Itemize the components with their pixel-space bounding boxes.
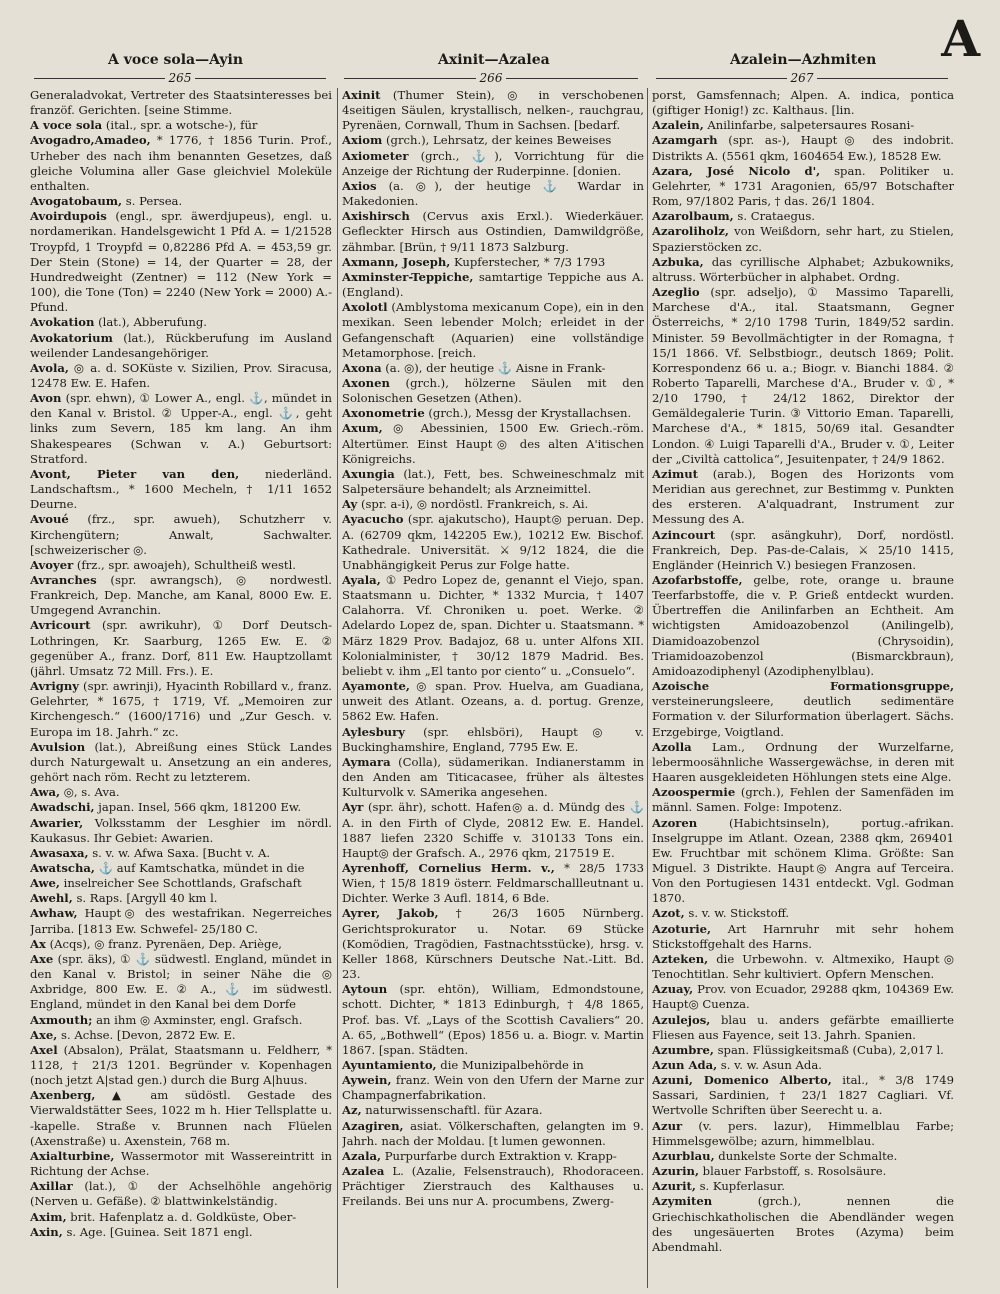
entry-text: samtartige Teppiche aus A. (England). — [342, 269, 644, 300]
dictionary-entry — [30, 1149, 332, 1179]
dictionary-entry — [30, 315, 332, 330]
entry-text: gelbe, rote, orange u. braune Teerfarbstoffe, die v. P. Grieß entdeckt wurden. Übertreffen die Anilinfarben an Echtheit. Am wichtigsten Amidoazobenzol (Anilingelb), Diamidoazobenzol (Chrysoidin), Triamidoazobenzol (Bismarckbraun), Amidoazodiphenyl (Azodiphenylblau). — [652, 573, 954, 678]
entry-headword: A voce sola — [30, 118, 103, 133]
entry-headword: Azuay, — [652, 982, 694, 997]
entry-headword: Ayala, — [342, 573, 381, 587]
dictionary-entry — [652, 467, 954, 528]
entry-text: franz. Wein von den Ufern der Marne zur Champagnerfabrikation. — [342, 1073, 644, 1103]
dictionary-entry — [652, 1179, 954, 1194]
entry-headword: Azofarbstoffe, — [652, 573, 743, 587]
dictionary-entry — [342, 1073, 644, 1103]
entry-text: die Urbewohn. v. Altmexiko, Haupt◎ Tenochtitlan. Sehr kultiviert. Opfern Menschen. — [652, 951, 954, 982]
dictionary-entry — [30, 1179, 332, 1209]
entry-text: (lat.), Abreißung eines Stück Landes durch Naturgewalt u. Ansetzung an ein anderes, gehört nach röm. Recht zu letzterem. — [30, 739, 332, 785]
entry-text: Volksstamm der Lesghier im nördl. Kaukasus. Ihr Gebiet: Awarien. — [30, 815, 332, 845]
entry-text: s. Persea. — [122, 194, 183, 209]
dictionary-entry — [30, 891, 332, 906]
entry-headword: Axel — [30, 1042, 58, 1057]
entry-headword: Azumbre, — [652, 1042, 714, 1057]
dictionary-entry — [652, 740, 954, 785]
page-number-left: 265 — [168, 71, 192, 85]
entry-text: (lat.), Rückberufung im Ausland weilender Landesangehöriger. — [30, 330, 332, 360]
dictionary-entry — [30, 785, 332, 800]
entry-text: (lat.), ① der Achselhöhle angehörig (Nerven u. Gefäße). ② blattwinkelständig. — [30, 1179, 332, 1209]
entry-headword: Azur — [652, 1118, 683, 1133]
dictionary-entry — [30, 906, 332, 936]
entry-headword: Avogatobaum, — [30, 194, 123, 209]
entry-headword: Axiometer — [342, 148, 409, 163]
dictionary-entry — [30, 361, 332, 391]
entry-text: (spr. ehwn), ① Lower A., engl. ⚓, mündet in den Kanal v. Bristol. ② Upper-A., engl. ⚓, geht links zum Severn, 185 km lang. An ihm Shakespeares (Schwan v. A.) Geburtsort: Stratford. — [30, 391, 332, 466]
entry-headword: Axum, — [342, 421, 383, 436]
entry-headword: Azara, José Nicolo d', — [652, 163, 821, 178]
entry-headword: Azurit, — [652, 1179, 696, 1194]
entry-headword: Axin, — [30, 1224, 63, 1239]
entry-headword: Ax — [30, 936, 46, 951]
dictionary-entry — [30, 512, 332, 557]
entry-headword: Avola, — [30, 360, 69, 375]
entry-headword: Azala, — [342, 1148, 382, 1163]
entry-text: Haupt◎ des westafrikan. Negerreiches Jarriba. [1813 Ew. Schwefel- 25/180 C. — [30, 906, 332, 936]
dictionary-entry — [342, 497, 644, 512]
dictionary-entry — [652, 209, 954, 224]
entry-text: (v. pers. lazur), Himmelblau Farbe; Himmelsgewölbe; azurn, himmelblau. — [652, 1118, 954, 1148]
dictionary-entry — [342, 512, 644, 573]
entry-headword: Axona — [342, 360, 382, 375]
entry-headword: Awadschi, — [30, 800, 95, 815]
entry-headword: Ay — [342, 497, 358, 512]
entry-headword: Azalea — [342, 1164, 385, 1179]
entry-headword: Axiom — [342, 133, 383, 148]
dictionary-entry — [30, 1028, 332, 1043]
entry-text: (spr. ehlsböri), Haupt◎ v. Buckinghamshire, England, 7795 Ew. E. — [342, 724, 644, 754]
dictionary-entry — [342, 88, 644, 133]
dictionary-entry — [342, 406, 644, 421]
entry-text: * 28/5 1733 Wien, † 15/8 1819 österr. Feldmarschallleutnant u. Dichter. Werke 3 Aufl. 1814, 6 Bde. — [342, 860, 644, 906]
entry-headword: Avokatorium — [30, 330, 113, 345]
entry-text: ◎ a. d. SOKüste v. Sizilien, Prov. Siracusa, 12478 Ew. E. Hafen. — [30, 360, 332, 390]
entry-text: (Colla), südamerikan. Indianerstamm in den Anden am Titicacasee, früher als ältestes Kulturvolk v. SAmerika angesehen. — [342, 754, 644, 800]
entry-text: asiat. Völkerschaften, gelangten im 9. Jahrh. nach der Moldau. [t lumen gewonnen. — [342, 1118, 644, 1148]
dictionary-entry — [652, 679, 954, 740]
dictionary-entry — [342, 906, 644, 982]
entry-text: (frz., spr. awoajeh), Schultheiß westl. — [73, 557, 296, 572]
dictionary-entry — [342, 1103, 644, 1118]
entry-text: (Habichtsinseln), portug.-afrikan. Inselgruppe im Atlant. Ozean, 2388 qkm, 269401 Ew. Fruchtbar mit schönem Klima. Größte: San Miguel. 3 Distrikte. Haupt◎ Angra auf Terceira. Von den Portugiesen 1431 entdeckt. Vgl. Godman 1870. — [652, 815, 954, 906]
entry-text: Anilinfarbe, salpetersaures Rosani- — [703, 118, 915, 133]
page-number-bar-left — [30, 72, 330, 84]
dictionary-entry — [652, 285, 954, 467]
entry-text: (grch.), Messg der Krystallachsen. — [424, 406, 632, 421]
entry-text: versteinerungsleere, deutlich sedimentäre Formation v. der Silurformation überlagert. Sächs. Erzgebirge, Voigtland. — [652, 694, 954, 739]
entry-text: (spr. awrinji), Hyacinth Robillard v., franz. Gelehrter, * 1675, † 1719, Vf. „Memoiren zur Kirchengesch.“ (1600/1716) und „Zur Gesch. v. Europa im 18. Jahrh.“ zc. — [30, 679, 332, 739]
entry-text: † 26/3 1605 Nürnberg. Gerichtsprokurator u. Notar. 69 Stücke (Komödien, Tragödien, Fastnachtsstücke), hrsg. v. Keller 1868, Kürschners Deutsche Nat.-Litt. Bd. 23. — [342, 906, 644, 982]
dictionary-entry — [652, 88, 954, 118]
entry-headword: Azoren — [652, 815, 698, 830]
entry-text: (spr. as-), Haupt◎ des indobrit. Distrikts A. (5561 qkm, 1604654 Ew.), 18528 Ew. — [652, 133, 954, 163]
entry-headword: Avricourt — [30, 618, 91, 633]
dictionary-entry — [652, 528, 954, 573]
dictionary-entry — [342, 149, 644, 179]
entry-headword: Azamgarh — [652, 133, 718, 148]
entry-text: s. Raps. [Argyll 40 km l. — [72, 891, 218, 906]
dictionary-entry — [652, 922, 954, 952]
entry-headword: Azaroliholz, — [652, 224, 729, 239]
entry-headword: Avrigny — [30, 679, 80, 694]
entry-headword: Axmouth; — [30, 1012, 93, 1027]
entry-headword: Ayuntamiento, — [342, 1058, 437, 1072]
entry-headword: Azteken, — [652, 951, 709, 966]
entry-headword: Awarier, — [30, 815, 84, 830]
entry-text: ▲ am südöstl. Gestade des Vierwaldstätter Sees, 1022 m h. Hier Tellsplatte u. -kapelle. Straße v. Brunnen nach Flüelen (Axenstraße) u. Axenstein, 768 m. — [30, 1088, 332, 1148]
entry-headword: Axios — [342, 178, 377, 193]
entry-text: (spr. äks), ① ⚓ südwestl. England, mündet in den Kanal v. Bristol; in seiner Nähe die ◎ Axbridge, 800 Ew. E. ② A., ⚓ im südwestl. England, mündet in den Kanal bei dem Dorfe — [30, 951, 332, 1012]
dictionary-entry — [652, 164, 954, 209]
entry-headword: Axim, — [30, 1209, 67, 1224]
entry-headword: Azoische Formationsgruppe, — [652, 679, 954, 694]
entry-text: (a. ◎), der heutige ⚓ Aisne in Frank- — [381, 360, 606, 375]
dictionary-entry — [30, 1210, 332, 1225]
dictionary-entry — [30, 618, 332, 679]
entry-headword: Avoirdupois — [30, 209, 107, 224]
entry-text: porst, Gamsfennach; Alpen. A. indica, pontica (giftiger Honig!) zc. Kalthaus. [lin. — [652, 88, 954, 118]
entry-text: ◎, s. Ava. — [60, 785, 120, 800]
dictionary-entry — [652, 1043, 954, 1058]
entry-text: (arab.), Bogen des Horizonts vom Meridian aus gerechnet, zur Bestimmg v. Punkten des ersteren. A'alquadrant, Instrument zur Messung des A. — [652, 466, 954, 527]
entry-text: ⚓ auf Kamtschatka, mündet in die — [94, 860, 305, 875]
entry-headword: Axinit — [342, 88, 381, 102]
dictionary-entry — [652, 255, 954, 285]
entry-text: (grch.), Fehlen der Samenfäden im männl. Samen. Folge: Impotenz. — [652, 785, 954, 815]
dictionary-entry — [30, 118, 332, 133]
dictionary-entry — [30, 861, 332, 876]
entry-text: Generaladvokat, Vertreter des Staatsinteresses bei franzöf. Gerichten. [seine Stimme. — [30, 88, 332, 118]
column-divider — [647, 88, 648, 1288]
entry-headword: Azbuka, — [652, 254, 704, 269]
entry-text: ◎ span. Prov. Huelva, am Guadiana, unweit des Atlant. Ozeans, a. d. portug. Grenze, 5862 Ew. Hafen. — [342, 679, 644, 724]
entry-text: ◎ Abessinien, 1500 Ew. Griech.-röm. Altertümer. Einst Haupt◎ des alten A'itischen Königreichs. — [342, 421, 644, 466]
entry-text: s. v. w. Afwa Saxa. [Bucht v. A. — [88, 845, 271, 860]
entry-text: an ihm ◎ Axminster, engl. Grafsch. — [92, 1012, 303, 1027]
entry-headword: Azot, — [652, 906, 685, 921]
dictionary-entry — [342, 300, 644, 361]
entry-text: (spr. adseljo), ① Massimo Taparelli, Marchese d'A., ital. Staatsmann, Gegner Österreichs, * 2/10 1798 Turin, 1849/52 sardin. Minister. 59 Bevollmächtigter in der Romagna, † 15/1 1866. Vf. Selbstbiogr., deutsch 1869; Polit. Korrespondenz 66 u. a.; Biogr. v. Bianchi 1884. ② Roberto Taparelli, Marchese d'A., Bruder v. ①, * 2/10 1790, † 24/12 1862, Direktor der Gemäldegalerie Turin. ③ Vittorio Eman. Taparelli, Marchese d'A., * 1815, 50/69 ital. Gesandter London. ④ Luigi Taparelli d'A., Bruder v. ①, Leiter der „Civiltà cattolica“, Jesuitenpater, † 24/9 1862. — [652, 285, 954, 466]
entry-text: s. Kupferlasur. — [695, 1179, 785, 1194]
entry-headword: Azurblau, — [652, 1148, 715, 1163]
dictionary-entry — [30, 558, 332, 573]
entry-headword: Avoyer — [30, 557, 74, 572]
entry-text: (Thumer Stein), ◎ in verschobenen 4seitigen Säulen, krystallisch, nelken-, rauchgrau, Pyrenäen, Cornwall, Thum in Sachsen. [bedarf. — [342, 88, 644, 133]
entry-text: (frz., spr. awueh), Schutzherr v. Kirchengütern; Anwalt, Sachwalter. [schweizerischer ◎. — [30, 512, 332, 557]
entry-headword: Ayacucho — [342, 512, 404, 527]
dictionary-entry — [342, 209, 644, 254]
running-head-middle: Axinit—Azalea — [438, 52, 550, 68]
column-left — [30, 88, 332, 1288]
entry-text: Prov. von Ecuador, 29288 qkm, 104369 Ew. Haupt◎ Cuenza. — [652, 982, 954, 1012]
entry-headword: Ayrer, Jakob, — [342, 906, 439, 921]
dictionary-entry — [30, 876, 332, 891]
entry-headword: Axe — [30, 951, 54, 966]
entry-text: Art Harnruhr mit sehr hohem Stickstoffgehalt des Harns. — [652, 921, 954, 951]
entry-headword: Awasaxa, — [30, 845, 89, 860]
dictionary-entry — [652, 1073, 954, 1118]
entry-headword: Aywein, — [342, 1073, 392, 1088]
entry-headword: Awhaw, — [30, 906, 78, 921]
dictionary-entry — [30, 391, 332, 467]
entry-headword: Azurin, — [652, 1164, 699, 1179]
entry-headword: Axishirsch — [342, 209, 410, 224]
dictionary-entry — [652, 1149, 954, 1164]
entry-text: ① Pedro Lopez de, genannt el Viejo, span. Staatsmann u. Dichter, * 1332 Murcia, † 1407 Calahorra. Vf. Chroniken u. poet. Werke. ② Adelardo Lopez de, span. Dichter u. Staatsmann. * März 1829 Prov. Badajoz, 68 u. unter Alfons XII. Kolonialminister, † 30/12 1879 Madrid. Bes. beliebt v. ihm „El tanto por ciento“ u. „Consuelo“. — [342, 573, 644, 678]
dictionary-entry — [342, 573, 644, 679]
entry-text: ital., * 3/8 1749 Sassari, Sardinien, † 23/1 1827 Cagliari. Vf. Wertvolle Schriften über Seerecht u. a. — [652, 1073, 954, 1118]
dictionary-entry — [652, 982, 954, 1012]
entry-text: span. Politiker u. Gelehrter, * 1731 Aragonien, 65/97 Botschafter Rom, 97/1802 Paris, † das. 26/1 1804. — [652, 163, 954, 209]
dictionary-entry — [652, 1119, 954, 1149]
entry-headword: Axenberg, — [30, 1088, 96, 1103]
entry-text: (spr. ehtön), William, Edmondstoune, schott. Dichter, * 1813 Edinburgh, † 4/8 1865, Prof. bas. Vf. „Lays of the Scottish Cavaliers“ 20. A. 65, „Bothwell“ (Epos) 1856 u. a. Biogr. v. Martin 1867. [span. Städten. — [342, 982, 644, 1057]
entry-headword: Avulsion — [30, 739, 86, 754]
entry-headword: Axmann, Joseph, — [342, 254, 451, 269]
section-letter: A — [941, 9, 980, 68]
dictionary-entry — [30, 816, 332, 846]
dictionary-entry — [30, 846, 332, 861]
dictionary-entry — [652, 1013, 954, 1043]
dictionary-entry — [342, 800, 644, 861]
entry-text: brit. Hafenplatz a. d. Goldküste, Ober- — [66, 1209, 297, 1224]
entry-headword: Awe, — [30, 876, 60, 891]
entry-headword: Awehl, — [30, 891, 73, 906]
page-number-right: 267 — [790, 71, 814, 85]
entry-headword: Azagiren, — [342, 1118, 404, 1133]
dictionary-entry — [30, 88, 332, 118]
dictionary-entry — [342, 1149, 644, 1164]
dictionary-entry — [652, 1058, 954, 1073]
dictionary-entry — [30, 679, 332, 740]
entry-headword: Avon — [30, 391, 62, 406]
entry-text: (Absalon), Prälat, Staatsmann u. Feldherr, * 1128, † 21/3 1201. Begründer v. Kopenhagen (noch jetzt A|stad gen.) durch die Burg A|huus. — [30, 1042, 332, 1088]
entry-text: (grch.), nennen die Griechischkatholischen die Abendländer wegen des ungesäuerten Brotes (Azyma) beim Abendmahl. — [652, 1194, 954, 1254]
entry-headword: Azulejos, — [652, 1012, 711, 1027]
entry-headword: Axolotl — [342, 300, 388, 315]
running-head-right: Azalein—Azhmiten — [730, 52, 877, 68]
entry-text: inselreicher See Schottlands, Grafschaft — [59, 876, 302, 891]
dictionary-entry — [30, 1088, 332, 1149]
entry-text: Purpurfarbe durch Extraktion v. Krapp- — [381, 1148, 617, 1163]
entry-headword: Azincourt — [652, 527, 716, 542]
entry-text: japan. Insel, 566 qkm, 181200 Ew. — [94, 800, 302, 815]
entry-headword: Azuni, Domenico Alberto, — [652, 1073, 832, 1088]
entry-text: (spr. asängkuhr), Dorf, nordöstl. Frankreich, Dep. Pas-de-Calais, ⚔ 25/10 1415, Engländer (Heinrich V.) besiegen Franzosen. — [652, 527, 954, 572]
page-number-bar-right — [652, 72, 952, 84]
dictionary-entry — [652, 1164, 954, 1179]
dictionary-entry — [342, 361, 644, 376]
entry-text: naturwissenschaftl. für Azara. — [361, 1103, 543, 1118]
entry-headword: Axe, — [30, 1027, 58, 1042]
running-head-left: A voce sola—Ayin — [108, 52, 244, 68]
dictionary-entry — [30, 194, 332, 209]
entry-headword: Az, — [342, 1103, 362, 1118]
entry-text: s. Age. [Guinea. Seit 1871 engl. — [62, 1224, 253, 1239]
entry-headword: Axialturbine, — [30, 1148, 115, 1163]
entry-headword: Azolla — [652, 739, 692, 754]
entry-text: die Munizipalbehörde in — [436, 1058, 584, 1072]
dictionary-entry — [652, 952, 954, 982]
entry-text: blau u. anders gefärbte emaillierte Fliesen aus Fayence, seit 13. Jahrh. Spanien. — [652, 1012, 954, 1042]
dictionary-entry — [342, 1164, 644, 1209]
page-number-middle: 266 — [479, 71, 503, 85]
entry-text: L. (Azalie, Felsenstrauch), Rhodoraceen. Prächtiger Zierstrauch des Kalthauses u. Freilands. Bei uns nur A. procumbens, Zwerg- — [342, 1164, 644, 1209]
page-header — [30, 44, 980, 70]
entry-headword: Axillar — [30, 1179, 73, 1194]
entry-headword: Avranches — [30, 573, 97, 587]
entry-text: das cyrillische Alphabet; Azbukowniks, altruss. Wörterbücher in alphabet. Ordng. — [652, 254, 954, 284]
entry-text: (spr. ähr), schott. Hafen◎ a. d. Mündg des ⚓ A. in den Firth of Clyde, 20812 Ew. E. Handel. 1887 liefen 2320 Schiffe v. 310133 Tons ein. Haupt◎ der Grafsch. A., 2976 qkm, 217519 E. — [342, 800, 644, 860]
page-number-bar-middle — [340, 72, 642, 84]
entry-headword: Awatscha, — [30, 860, 95, 875]
dictionary-entry — [652, 224, 954, 254]
entry-headword: Axminster-Teppiche, — [342, 269, 474, 284]
entry-text: (Acqs), ◎ franz. Pyrenäen, Dep. Ariège, — [45, 936, 282, 951]
entry-headword: Ayamonte, — [342, 679, 410, 694]
entry-headword: Azoturie, — [652, 921, 712, 936]
entry-headword: Azeglio — [652, 285, 700, 300]
entry-headword: Azimut — [652, 466, 699, 481]
dictionary-entry — [342, 255, 644, 270]
entry-text: * 1776, † 1856 Turin. Prof., Urheber des nach ihm benannten Gesetzes, daß gleiche Volumina aller Gase gleichviel Moleküle enthalten. — [30, 133, 332, 193]
entry-headword: Azarolbaum, — [652, 209, 734, 224]
column-right — [652, 88, 954, 1288]
dictionary-entry — [652, 133, 954, 163]
entry-text: (a. ◎), der heutige ⚓ Wardar in Makedonien. — [342, 178, 644, 209]
entry-headword: Azalein, — [652, 118, 704, 133]
entry-headword: Axungia — [342, 466, 395, 481]
entry-text: s. Crataegus. — [733, 209, 815, 224]
entry-headword: Avoué — [30, 512, 69, 527]
entry-text: (grch.), Lehrsatz, der keines Beweises — [382, 133, 612, 148]
entry-text: (Cervus axis Erxl.). Wiederkäuer. Gefleckter Hirsch aus Ostindien, Damwildgröße, zähmbar. [Brün, † 9/11 1873 Salzburg. — [342, 209, 644, 254]
entry-text: von Weißdorn, sehr hart, zu Stielen, Spazierstöcken zc. — [652, 224, 954, 254]
dictionary-entry — [30, 209, 332, 315]
dictionary-entry — [342, 1058, 644, 1073]
dictionary-entry — [30, 1043, 332, 1088]
entry-text: s. v. w. Stickstoff. — [684, 906, 790, 921]
dictionary-entry — [30, 331, 332, 361]
entry-text: Lam., Ordnung der Wurzelfarne, lebermoosähnliche Wassergewächse, in deren mit Haaren ausgekleideten Höhlungen stets eine Alge. — [652, 739, 954, 785]
dictionary-entry — [342, 679, 644, 724]
dictionary-entry — [652, 118, 954, 133]
entry-text: (spr. awrikuhr), ① Dorf Deutsch-Lothringen, Kr. Saarburg, 1265 Ew. E. ② gegenüber A., franz. Dorf, 811 Ew. Hauptzollamt (jährl. Umsatz 72 Mill. Frs.). E. — [30, 618, 332, 678]
dictionary-entry — [30, 1013, 332, 1028]
dictionary-entry — [30, 740, 332, 785]
dictionary-entry — [30, 937, 332, 952]
dictionary-entry — [30, 467, 332, 512]
entry-headword: Azymiten — [652, 1194, 713, 1209]
entry-headword: Avogadro,Amadeo, — [30, 133, 151, 148]
entry-text: (Amblystoma mexicanum Cope), ein in den mexikan. Seen lebender Molch; erleidet in der Gefangenschaft (Aquarien) eine vollständige Metamorphose. [reich. — [342, 300, 644, 360]
dictionary-entry — [342, 270, 644, 300]
entry-text: (spr. ajakutscho), Haupt◎ peruan. Dep. A. (62709 qkm, 142205 Ew.), 10212 Ew. Bischof. Kathedrale. Universität. ⚔ 9/12 1824, die die Unabhängigkeit Perus zur Folge hatte. — [342, 512, 644, 572]
column-middle — [342, 88, 644, 1288]
dictionary-entry — [652, 816, 954, 907]
entry-text: (grch.), hölzerne Säulen mit den Solonischen Gesetzen (Athen). — [342, 375, 644, 406]
dictionary-entry — [342, 133, 644, 148]
entry-text: dunkelste Sorte der Schmalte. — [714, 1148, 898, 1163]
entry-text: Kupferstecher, * 7/3 1793 — [450, 254, 606, 269]
entry-text: (spr. awrangsch), ◎ nordwestl. Frankreich, Dep. Manche, am Kanal, 8000 Ew. E. Umgegend Avranchin. — [30, 573, 332, 618]
dictionary-entry — [342, 725, 644, 755]
entry-text: (engl., spr. äwerdjupeus), engl. u. nordamerikan. Handelsgewicht 1 Pfd A. = 1/21528 Troypfd, 1 Troypfd = 0,82286 Pfd A. = 453,59 gr. Der Stein (Stone) = 14, der Quarter = 28, der Hundredweight (Zentner) = 112 (New York = 100), die Tone (Ton) = 2240 (New York = 2000) A.-Pfund. — [30, 209, 332, 315]
entry-text: Wassermotor mit Wassereintritt in Richtung der Achse. — [30, 1148, 332, 1179]
dictionary-entry — [342, 179, 644, 209]
entry-headword: Aymara — [342, 754, 391, 769]
entry-text: (grch., ⚓), Vorrichtung für die Anzeige der Richtung der Ruderpinne. [donien. — [342, 148, 644, 178]
dictionary-entry — [30, 800, 332, 815]
entry-text: niederländ. Landschaftsm., * 1600 Mecheln, † 1/11 1652 Deurne. — [30, 466, 332, 512]
entry-text: (spr. a-i), ◎ nordöstl. Frankreich, s. Ai. — [357, 497, 589, 512]
entry-text: (lat.), Fett, bes. Schweineschmalz mit Salpetersäure behandelt; als Arzneimittel. — [342, 466, 644, 497]
entry-headword: Aytoun — [342, 982, 388, 997]
entry-headword: Azoospermie — [652, 785, 736, 800]
column-divider — [337, 88, 338, 1288]
entry-headword: Azun Ada, — [652, 1058, 718, 1072]
entry-headword: Avont, Pieter van den, — [30, 466, 240, 481]
entry-text: (lat.), Abberufung. — [94, 315, 207, 330]
dictionary-entry — [30, 952, 332, 1013]
entry-headword: Axonometrie — [342, 406, 425, 421]
entry-headword: Axonen — [342, 375, 390, 390]
dictionary-entry — [30, 573, 332, 618]
entry-text: span. Flüssigkeitsmaß (Cuba), 2,017 l. — [713, 1042, 944, 1057]
entry-text: s. Achse. [Devon, 2872 Ew. E. — [57, 1027, 236, 1042]
dictionary-entry — [652, 906, 954, 921]
entry-text: s. v. w. Asun Ada. — [717, 1058, 822, 1072]
dictionary-entry — [342, 861, 644, 906]
entry-headword: Avokation — [30, 315, 95, 330]
entry-headword: Awa, — [30, 785, 61, 800]
dictionary-entry — [342, 467, 644, 497]
dictionary-entry — [652, 573, 954, 679]
dictionary-entry — [342, 982, 644, 1058]
entry-text: blauer Farbstoff, s. Rosolsäure. — [699, 1164, 887, 1179]
dictionary-entry — [342, 421, 644, 466]
dictionary-entry — [30, 133, 332, 194]
dictionary-entry — [342, 1119, 644, 1149]
dictionary-entry — [652, 785, 954, 815]
entry-text: (ital., spr. a wotsche-), für — [102, 118, 258, 133]
dictionary-entry — [342, 755, 644, 800]
dictionary-entry — [652, 1194, 954, 1255]
entry-headword: Ayr — [342, 800, 364, 815]
dictionary-entry — [342, 376, 644, 406]
dictionary-entry — [30, 1225, 332, 1240]
entry-headword: Ayrenhoff, Cornelius Herm. v., — [342, 860, 555, 875]
entry-headword: Aylesbury — [342, 724, 405, 739]
